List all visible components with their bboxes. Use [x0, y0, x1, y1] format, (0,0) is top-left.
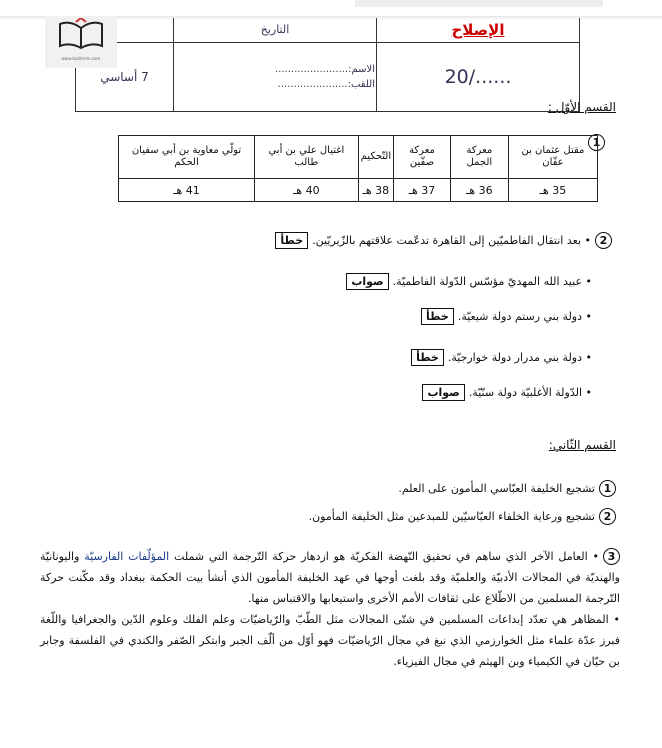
answer-box: صواب: [422, 384, 464, 401]
answer-box: صواب: [346, 273, 388, 290]
logo: www.taalim-tn.com: [45, 16, 117, 68]
q2-item: • عبيد الله المهديّ مؤسّس الدّولة الفاطميّة.صواب: [346, 273, 592, 290]
surname-field: اللقب:......................: [277, 78, 375, 90]
event-cell: مقتل عثمان بن عفّان: [508, 136, 597, 179]
book-icon: [56, 18, 106, 52]
year-cell: 41 هـ: [119, 179, 255, 202]
answer-2: 2تشجيع ورعاية الخلفاء العبّاسيّين للمبدعين مثل الخليفة المأمون.: [309, 508, 616, 525]
q2-item: • الدّولة الأغلبيّة دولة سنّيّة.صواب: [422, 384, 592, 401]
answer-box: خطأ: [421, 308, 454, 325]
answer-box: خطأ: [275, 232, 308, 249]
q2-item: • دولة بني رستم دولة شيعيّة.خطأ: [421, 308, 592, 325]
event-cell: تولّي معاوية بن أبي سفيان الحكم: [119, 136, 255, 179]
timeline-table: [118, 135, 598, 202]
q2-item: 2• بعد انتقال الفاطميّين إلى القاهرة تدعّمت علاقتهم بالزّيريّين.خطأ: [275, 232, 612, 249]
year-cell: 37 هـ: [394, 179, 451, 202]
grade: 7 أساسي: [76, 42, 174, 112]
event-cell: التّحكيم: [358, 136, 394, 179]
year-cell: 35 هـ: [508, 179, 597, 202]
answer-3: 3• العامل الآخر الذي ساهم في تحقيق النّهضة الفكريّة هو ازدهار حركة التّرجمة التي شملت المؤلّفات الفارسيّة واليونانيّة والهنديّة في المجالات الأدبيّة والعلميّة وقد بلغت أوجها في عهد الخليفة المأمون الذي أنشأ بيت الحكمة ببغداد وقد مكّنت حركة التّرجمة المسلمين من الاطّلاع على ثقافات الأمم الأخرى واستيعابها والاقتباس منها. • المظاهر هي تعدّد إبداعات المسلمين في شتّى المجالات مثل الطّبّ والرّياضيّات وعلم الفلك وعلوم الدّين والجغرافيا واللّغة فبرز عدّة علماء مثل الخوارزمي الذي نبغ في مجال الرّياضيّات فهو أوّل من ألّف الجبر وابتكر الصّفر والكندي في الفلسفة وجابر بن حيّان في الكيمياء وبن الهيثم في مجال الفيزياء.: [40, 550, 620, 668]
section1-title: القسم الأوّل :: [547, 100, 616, 114]
event-cell: معركة الجمل: [450, 136, 508, 179]
date-label: التاريخ: [174, 18, 377, 42]
q1-number: 1: [588, 134, 605, 151]
event-cell: معركة صفّين: [394, 136, 451, 179]
answer-box: خطأ: [411, 349, 444, 366]
year-cell: 36 هـ: [450, 179, 508, 202]
answer-1: 1تشجيع الخليفة العبّاسي المأمون على العلم.: [398, 480, 616, 497]
year-cell: 40 هـ: [255, 179, 359, 202]
q2-item: • دولة بني مدرار دولة خوارجيّة.خطأ: [411, 349, 592, 366]
year-cell: 38 هـ: [358, 179, 394, 202]
score: ....../20: [377, 42, 580, 112]
event-cell: اغتيال علي بن أبي طالب: [255, 136, 359, 179]
name-field: الاسم:.......................: [275, 63, 375, 75]
header-table: [75, 18, 580, 112]
section2-title: القسم الثّاني:: [548, 438, 616, 452]
top-bar: [355, 0, 603, 7]
correction-title: الإصلاح: [451, 21, 505, 40]
